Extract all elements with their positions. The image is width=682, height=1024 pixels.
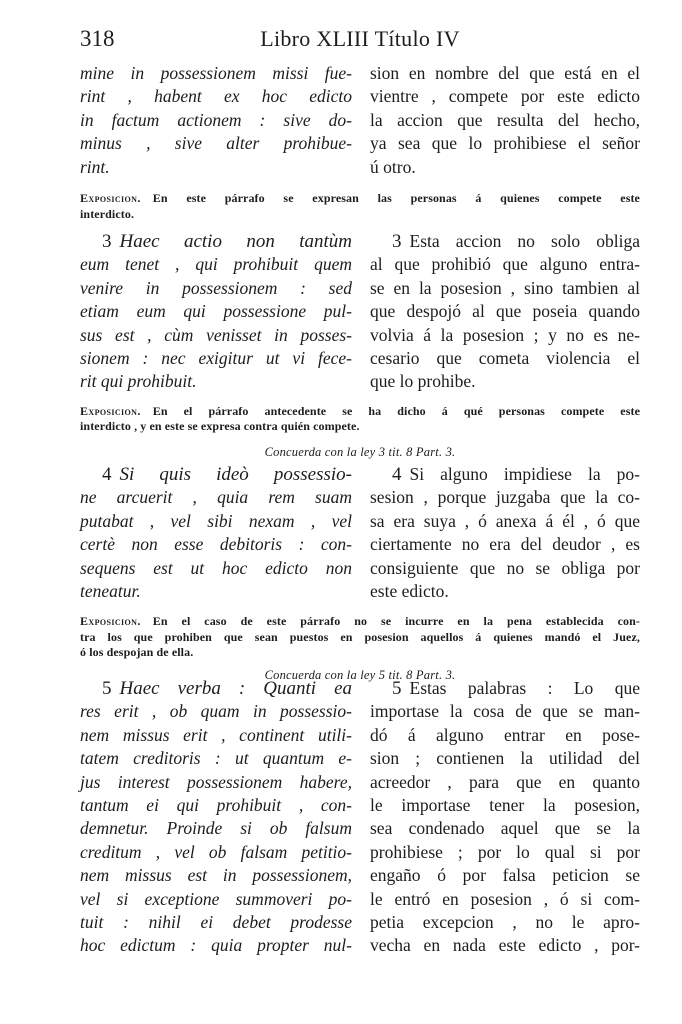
paragraph-block-3 (80, 230, 640, 460)
latin-column (80, 230, 352, 394)
paragraph-block-continuation (80, 62, 640, 222)
page-header (80, 26, 640, 56)
paragraph-number: 4 (102, 464, 112, 485)
exposicion-text: En el caso de este párrafo no se incurre en la pena establecida con- (152, 614, 640, 629)
spanish-column (370, 62, 640, 179)
latin-line: etiam eum qui possessione pul- (80, 301, 352, 322)
latin-line: nem missus erit , continent utili- (80, 724, 352, 745)
exposicion-note (80, 191, 640, 222)
spanish-line: prohibiese ; por lo qual si por (370, 841, 640, 862)
spanish-line: se en la posesion , sino tambien al (370, 277, 640, 298)
exposicion-line: tra los que prohiben que sean puestos en posesion aquellos á quienes mandó el Juez, (80, 629, 640, 644)
latin-line: res erit , ob quam in possessio- (80, 701, 352, 722)
latin-line: tantum ei qui prohibuit , con- (80, 795, 352, 816)
spanish-first-text: Esta accion no solo obliga (409, 231, 640, 251)
spanish-line (370, 230, 640, 253)
spanish-line: le entró en posesion , ó si com- (370, 888, 640, 909)
latin-line: tuit : nihil ei debet prodesse (80, 912, 352, 933)
latin-column (80, 62, 352, 179)
spanish-column (370, 463, 640, 603)
latin-line (80, 677, 352, 700)
latin-line: creditum , vel ob falsam petitio- (80, 841, 352, 862)
spanish-line: ciertamente no era del deudor , es (370, 534, 640, 555)
spanish-line: petia excepcion , no le apro- (370, 912, 640, 933)
page-number: 318 (80, 26, 115, 51)
latin-line: certè non esse debitoris : con- (80, 534, 352, 555)
latin-line: mine in possessionem missi fue- (80, 63, 352, 83)
spanish-line: la accion que resulta del hecho, (370, 109, 640, 130)
latin-line: rint , habent ex hoc edicto (80, 86, 352, 107)
latin-line: eum tenet , qui prohibuit quem (80, 254, 352, 275)
latin-line: sus est , cùm venisset in posses- (80, 324, 352, 345)
latin-line: venire in possessionem : sed (80, 277, 352, 298)
spanish-line: ya sea que lo prohibiese el señor (370, 133, 640, 154)
latin-line: nem missus est in possessionem, (80, 865, 352, 886)
latin-first-text: Haec actio non tantùm (119, 231, 352, 252)
spanish-line (370, 463, 640, 486)
spanish-line: acreedor , para que en quanto (370, 771, 640, 792)
spanish-line: cesario que cometa violencia el (370, 348, 640, 369)
spanish-column (370, 677, 640, 958)
paragraph-number: 4 (392, 464, 402, 485)
paragraph-number: 5 (102, 678, 112, 699)
concordance-note: Concuerda con la ley 3 tit. 8 Part. 3. (264, 444, 456, 459)
latin-line: rint. (80, 156, 110, 177)
latin-line (80, 463, 352, 486)
exposicion-line (80, 404, 640, 420)
latin-line: jus interest possessionem habere, (80, 771, 352, 792)
exposicion-text: En el párrafo antecedente se ha dicho á qué personas compete este (152, 403, 640, 418)
exposicion-line: interdicto , y en este se expresa contra quién compete. (80, 419, 360, 434)
spanish-line: sion ; contienen la utilidad del (370, 748, 640, 769)
latin-line: demnetur. Proinde si ob falsum (80, 818, 352, 839)
spanish-line: vientre , compete por este edicto (370, 86, 640, 107)
spanish-column (370, 230, 640, 394)
spanish-line: ú otro. (370, 156, 416, 177)
exposicion-label: Exposicion. (80, 614, 141, 629)
spanish-line: sa era suya , ó anexa á él , ó que (370, 510, 640, 531)
spanish-line: sesion , porque juzgaba que la co- (370, 487, 640, 508)
spanish-line: que lo prohibe. (370, 371, 476, 392)
concordance-note: Concuerda con la ley 5 tit. 8 Part. 3. (264, 667, 456, 682)
running-head: Libro XLIII Título IV (260, 26, 460, 51)
paragraph-block-4 (80, 463, 640, 683)
latin-line: in factum actionem : sive do- (80, 109, 352, 130)
exposicion-note (80, 614, 640, 661)
spanish-line: sea condenado aquel que se la (370, 818, 640, 839)
spanish-line: engaño ó por falsa peticion se (370, 865, 640, 886)
paragraph-block-5 (80, 677, 640, 958)
latin-column (80, 463, 352, 603)
latin-line (80, 230, 352, 253)
spanish-line: le importase tener la posesion, (370, 795, 640, 816)
latin-line: rit qui prohibuit. (80, 371, 197, 392)
spanish-line (370, 677, 640, 700)
paragraph-number: 5 (392, 678, 402, 699)
paragraph-number: 3 (102, 231, 112, 252)
spanish-line: consiguiente que no se obliga por (370, 557, 640, 578)
spanish-line: sion en nombre del que está en el (370, 63, 640, 83)
exposicion-label: Exposicion. (80, 191, 141, 206)
exposicion-line (80, 191, 640, 207)
latin-line: tatem creditoris : ut quantum e- (80, 748, 352, 769)
latin-line: hoc edictum : quia propter nul- (80, 935, 352, 956)
exposicion-line: interdicto. (80, 206, 135, 221)
spanish-line: dó á alguno entrar en pose- (370, 724, 640, 745)
latin-first-text: Haec verba : Quanti ea (119, 678, 352, 699)
exposicion-label: Exposicion. (80, 403, 141, 418)
paragraph-number: 3 (392, 231, 402, 252)
exposicion-text: En este párrafo se expresan las personas á quienes compete este (152, 191, 640, 206)
latin-column (80, 677, 352, 958)
latin-line: vel si exceptione summoveri po- (80, 888, 352, 909)
latin-line: putabat , vel sibi nexam , vel (80, 510, 352, 531)
latin-line: sionem : nec exigitur ut vi fece- (80, 348, 352, 369)
spanish-line: este edicto. (370, 581, 449, 602)
latin-first-text: Si quis ideò possessio- (119, 464, 352, 485)
latin-line: teneatur. (80, 581, 141, 602)
spanish-line: vecha en nada este edicto , por- (370, 935, 640, 956)
spanish-first-text: Estas palabras : Lo que (409, 678, 640, 698)
latin-line: minus , sive alter prohibue- (80, 133, 352, 154)
spanish-first-text: Si alguno impidiese la po- (409, 464, 640, 484)
exposicion-note (80, 404, 640, 435)
spanish-line: volvia á la posesion ; y no es ne- (370, 324, 640, 345)
exposicion-line: ó los despojan de ella. (80, 645, 194, 660)
spanish-line: al que prohibió que alguno entra- (370, 254, 640, 275)
spanish-line: que despojó al que poseia quando (370, 301, 640, 322)
latin-line: sequens est ut hoc edicto non (80, 557, 352, 578)
spanish-line: importase la cosa de que se man- (370, 701, 640, 722)
latin-line: ne arcuerit , quia rem suam (80, 487, 352, 508)
exposicion-line (80, 614, 640, 630)
